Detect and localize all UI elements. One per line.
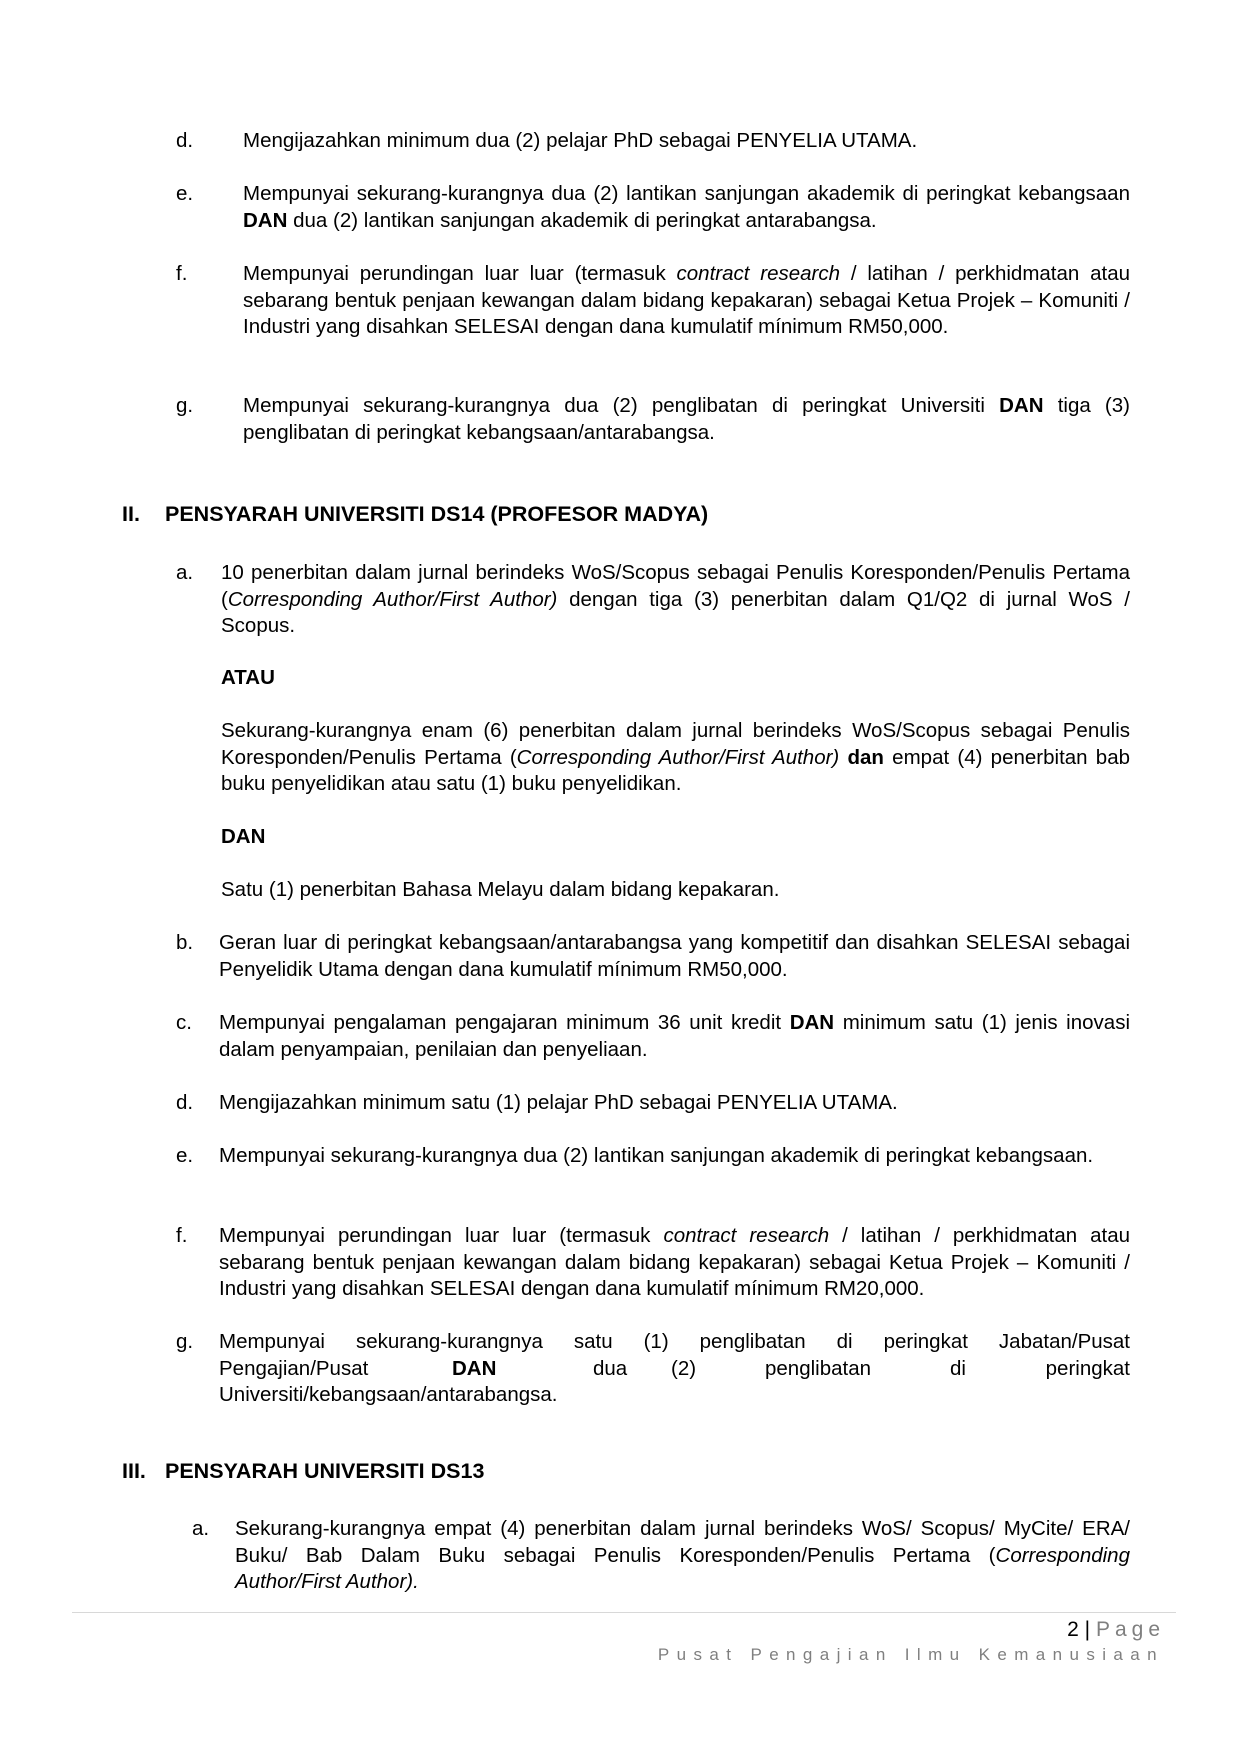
section-title: PENSYARAH UNIVERSITI DS13 [165,1459,485,1483]
text-run: Universiti/kebangsaan/antarabangsa. [219,1383,558,1406]
page-number-footer [1067,1616,1165,1644]
list-letter: e. [176,1144,194,1167]
text-run: minimum satu (1) jenis inovasi dalam penyampaian, penilaian dan penyeliaan. [219,1011,1130,1061]
text-run: Mempunyai perundingan luar luar (termasuk [219,1224,664,1247]
bm-publication-text: Satu (1) penerbitan Bahasa Melayu dalam bidang kepakaran. [221,878,780,901]
list-item-text: Mengijazahkan minimum dua (2) pelajar PhD sebagai PENYELIA UTAMA. [243,129,918,152]
text-run: / latihan / perkhidmatan atau sebarang bentuk penjaan kewangan dalam bidang kepakaran) sebagai Ketua Projek – Komuniti / Industri yang disahkan SELESAI dengan dana kumulatif mínimum RM50,000. [243,262,1131,338]
list-letter: a. [176,561,194,584]
text-run: dua [593,1356,628,1380]
list-item-text: Mempunyai sekurang-kurangnya dua (2) lantikan sanjungan akademik di peringkat kebangsaan. [219,1144,1094,1167]
text-run: penglibatan [765,1356,872,1380]
section-number: III. [122,1459,146,1483]
italic-term: contract research [676,262,841,285]
text-run: / latihan / perkhidmatan atau sebarang bentuk penjaan kewangan dalam bidang kepakaran) sebagai Ketua Projek – Komuniti / Industri yang disahkan SELESAI dengan dana kumulatif mínimum RM20,000. [219,1224,1131,1300]
text-run: (2) [671,1356,697,1380]
list-letter: d. [176,1091,194,1114]
text-line [219,1329,1130,1356]
list-item-text: Mengijazahkan minimum satu (1) pelajar PhD sebagai PENYELIA UTAMA. [219,1091,898,1114]
dan-label: DAN [221,825,266,848]
text-run: Mempunyai perundingan luar luar (termasuk [243,262,677,285]
page-word: Page [1095,1618,1165,1641]
section-heading [122,1457,1022,1485]
text-run: Sekurang-kurangnya enam (6) penerbitan dalam jurnal berindeks WoS/Scopus sebagai Penulis Koresponden/Penulis Pertama ( [221,719,1130,769]
page-separator: | [1084,1618,1091,1641]
atau-label: ATAU [221,666,275,689]
footer-divider [72,1612,1176,1613]
emphasis-and: DAN [243,208,288,232]
emphasis-and: DAN [452,1356,497,1380]
italic-term: contract research [663,1224,830,1247]
text-run: Mempunyai sekurang-kurangnya dua (2) lantikan sanjungan akademik di peringkat kebangsaan [243,182,1130,205]
italic-term: Corresponding Author/First Author) [516,745,840,769]
list-item-text [221,560,1130,640]
section-heading [122,500,1022,528]
text-run: di [950,1356,966,1380]
text-run: Mempunyai sekurang-kurangnya dua (2) penglibatan di peringkat Universiti [243,394,1000,417]
list-letter: c. [176,1011,192,1034]
organization-footer: Pusat Pengajian Ilmu Kemanusiaan [657,1645,1164,1664]
list-letter: b. [176,931,194,954]
text-run: empat (4) penerbitan bab buku penyelidikan atau satu (1) buku penyelidikan. [221,745,1130,795]
emphasis-and: DAN [789,1011,835,1034]
text-run: Mempunyai pengalaman pengajaran minimum 36 unit kredit [219,1011,790,1034]
list-letter: a. [192,1517,210,1540]
text-run: dengan tiga (3) penerbitan dalam Q1/Q2 di jurnal WoS / Scopus. [221,587,1131,637]
list-letter: f. [176,1224,188,1247]
text-run: Sekurang-kurangnya empat (4) penerbitan dalam jurnal berindeks WoS/ Scopus/ MyCite/ ERA/ Buku/ Bab Dalam Buku sebagai Penulis Koresponden/Penulis Pertama ( [235,1517,1130,1567]
text-run: Pengajian/Pusat [219,1356,369,1380]
list-item-text [243,261,1130,341]
text-run [839,746,847,769]
list-letter: g. [176,1330,194,1353]
text-line [219,1382,1130,1409]
list-item-text [243,181,1130,234]
list-item-text [243,393,1130,446]
text-run: Mempunyai sekurang-kurangnya satu (1) penglibatan di peringkat Jabatan/Pusat [219,1330,1130,1353]
text-run: peringkat [1045,1356,1130,1380]
list-item-text [219,1329,1130,1409]
italic-term: Corresponding Author/First Author) [227,587,558,611]
emphasis-and: dan [847,745,884,769]
page-number: 2 [1067,1618,1079,1641]
list-letter: f. [176,262,188,285]
text-run: tiga (3) penglibatan di peringkat kebangsaan/antarabangsa. [243,394,1130,444]
section-title: PENSYARAH UNIVERSITI DS14 (PROFESOR MADYA) [165,502,709,526]
emphasis-and: DAN [999,394,1044,417]
section-number: II. [122,502,140,526]
list-item-text [235,1516,1130,1596]
list-letter: d. [176,129,194,152]
italic-term: Corresponding Author/First Author). [235,1543,1130,1593]
text-line [219,1356,1130,1383]
list-item-text [219,1223,1130,1303]
list-item-text [219,1010,1130,1063]
alternative-requirement [221,718,1130,798]
list-letter: g. [176,394,194,417]
text-run: 10 penerbitan dalam jurnal berindeks WoS/Scopus sebagai Penulis Koresponden/Penulis Pertama ( [221,561,1130,611]
list-item-text: Geran luar di peringkat kebangsaan/antarabangsa yang kompetitif dan disahkan SELESAI sebagai Penyelidik Utama dengan dana kumulatif mínimum RM50,000. [219,931,1130,981]
text-run: dua (2) lantikan sanjungan akademik di peringkat antarabangsa. [287,208,877,232]
list-letter: e. [176,182,194,205]
